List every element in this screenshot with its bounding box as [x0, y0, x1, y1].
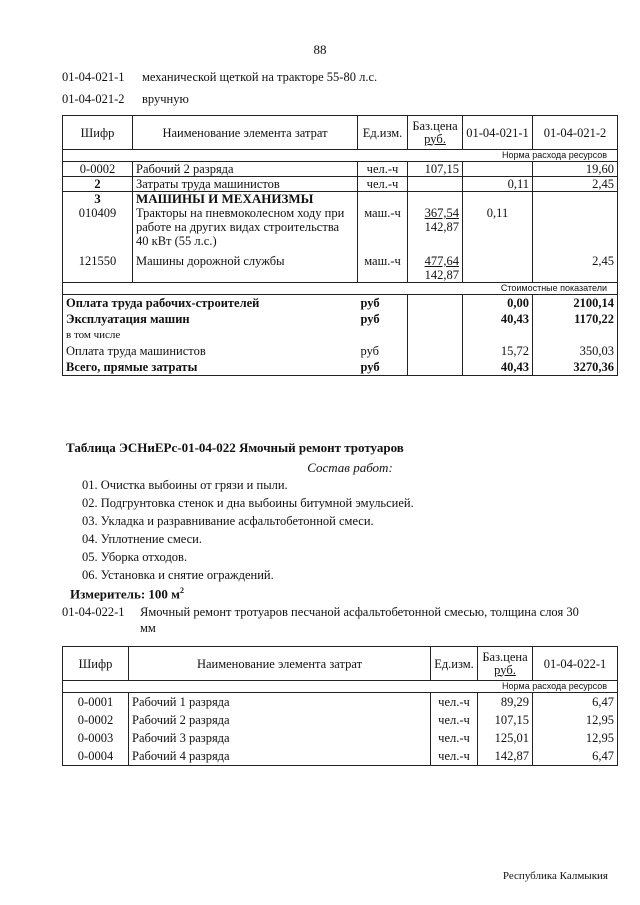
cell-v2: 19,60	[533, 162, 618, 177]
measure-label: Измеритель: 100 м	[70, 586, 181, 602]
intro-text: вручную	[142, 92, 189, 106]
cell-v1: 0,11	[463, 206, 533, 254]
header-unit: Ед.изм.	[431, 647, 478, 681]
intro-text: механической щеткой на тракторе 55-80 л.с.	[142, 70, 378, 84]
cost-name: Оплата труда рабочих-строителей	[63, 295, 358, 312]
cell-unit: маш.-ч	[358, 254, 408, 283]
header-price-line1: Баз.цена	[412, 118, 458, 133]
header-code: Шифр	[63, 647, 129, 681]
cost-v2: 1170,22	[533, 311, 618, 327]
cost-row	[63, 295, 618, 312]
cell-code: 2	[63, 177, 133, 192]
cell-v1: 0,11	[463, 177, 533, 192]
cost-label-row	[63, 283, 618, 295]
norm-label-row	[63, 150, 618, 162]
intro-code: 01-04-021-1	[62, 70, 125, 84]
header-name: Наименование элемента затрат	[133, 116, 358, 150]
norm-label-row	[63, 681, 618, 693]
table-row	[63, 254, 618, 283]
section-row	[63, 192, 618, 207]
cost-v2: 350,03	[533, 343, 618, 359]
cost-v1: 40,43	[463, 311, 533, 327]
cost-v2	[533, 327, 618, 343]
footer-region: Республика Калмыкия	[502, 870, 608, 882]
table-row	[63, 206, 618, 254]
intro-line-1	[62, 70, 377, 85]
cell-code: 010409	[63, 206, 133, 254]
measure-unit	[70, 586, 184, 602]
spec-code: 01-04-022-1	[62, 605, 125, 619]
work-item: 03. Укладка и разравнивание асфальтобетонной смеси.	[82, 514, 374, 528]
cell-price: 107,15	[408, 162, 463, 177]
cost-v1: 40,43	[463, 359, 533, 376]
cell-unit: чел.-ч	[431, 747, 478, 766]
header-col1: 01-04-021-1	[463, 116, 533, 150]
cell-v2: 2,45	[533, 177, 618, 192]
cell-v2: 2,45	[533, 254, 618, 283]
spec-text-cont: мм	[140, 621, 156, 635]
table-row	[63, 177, 618, 192]
cost-label: Стоимостные показатели	[63, 283, 618, 295]
empty-cell	[408, 311, 463, 327]
empty-cell	[408, 192, 463, 207]
resource-table-2	[62, 646, 618, 766]
cost-name: в том числе	[63, 327, 358, 343]
price-main: 367,54	[424, 206, 459, 220]
page-number: 88	[313, 42, 327, 57]
cost-unit	[358, 327, 408, 343]
cell-v2	[533, 206, 618, 254]
cost-name: Эксплуатация машин	[63, 311, 358, 327]
measure-sup: 2	[180, 586, 185, 595]
cell-code: 0-0002	[63, 162, 133, 177]
cell-price	[408, 177, 463, 192]
work-item: 05. Уборка отходов.	[82, 550, 188, 564]
table-row	[63, 162, 618, 177]
cell-v1: 6,47	[533, 693, 618, 712]
cost-row	[63, 327, 618, 343]
empty-cell	[408, 327, 463, 343]
table-row	[63, 693, 618, 712]
header-price-line2: руб.	[424, 131, 446, 146]
cell-price: 125,01	[478, 729, 533, 747]
cost-v1: 0,00	[463, 295, 533, 312]
norm-label: Норма расхода ресурсов	[63, 150, 618, 162]
header-col2: 01-04-021-2	[533, 116, 618, 150]
cost-row	[63, 359, 618, 376]
cell-name: Затраты труда машинистов	[133, 177, 358, 192]
cost-v2: 3270,36	[533, 359, 618, 376]
cell-unit: чел.-ч	[431, 711, 478, 729]
empty-cell	[463, 192, 533, 207]
cell-price: 142,87	[478, 747, 533, 766]
cost-name: Всего, прямые затраты	[63, 359, 358, 376]
cell-code: 0-0003	[63, 729, 129, 747]
cell-unit: чел.-ч	[358, 162, 408, 177]
cost-row	[63, 311, 618, 327]
intro-line-2	[62, 92, 189, 107]
cost-unit: руб	[358, 295, 408, 312]
cell-code: 0-0004	[63, 747, 129, 766]
header-price-line2: руб.	[494, 662, 516, 677]
header-name: Наименование элемента затрат	[129, 647, 431, 681]
section-code: 3	[63, 192, 133, 207]
empty-cell	[408, 343, 463, 359]
work-item: 02. Подгрунтовка стенок и дна выбоины битумной эмульсией.	[82, 496, 414, 510]
cell-v1: 12,95	[533, 729, 618, 747]
norm-label: Норма расхода ресурсов	[63, 681, 618, 693]
empty-cell	[408, 359, 463, 376]
cell-name: Рабочий 4 разряда	[129, 747, 431, 766]
cost-unit: руб	[358, 359, 408, 376]
resource-table-1	[62, 115, 618, 376]
cost-unit: руб	[358, 343, 408, 359]
cell-code: 0-0001	[63, 693, 129, 712]
cell-v1	[463, 254, 533, 283]
table-row	[63, 711, 618, 729]
cost-row	[63, 343, 618, 359]
header-price	[408, 116, 463, 150]
spec-text: Ямочный ремонт тротуаров песчаной асфальтобетонной смесью, толщина слоя 30	[140, 605, 579, 619]
cell-price	[408, 206, 463, 254]
cell-unit: чел.-ч	[358, 177, 408, 192]
table-row	[63, 747, 618, 766]
cell-v1: 6,47	[533, 747, 618, 766]
cell-v1	[463, 162, 533, 177]
cell-name: Машины дорожной службы	[133, 254, 358, 283]
header-price	[478, 647, 533, 681]
section-name: МАШИНЫ И МЕХАНИЗМЫ	[133, 192, 358, 207]
work-item: 04. Уплотнение смеси.	[82, 532, 202, 546]
table-header-row	[63, 647, 618, 681]
work-item: 01. Очистка выбоины от грязи и пыли.	[82, 478, 288, 492]
cell-unit: маш.-ч	[358, 206, 408, 254]
cell-code: 121550	[63, 254, 133, 283]
cost-unit: руб	[358, 311, 408, 327]
spec-line	[62, 604, 582, 636]
cell-name: Рабочий 3 разряда	[129, 729, 431, 747]
cell-unit: чел.-ч	[431, 693, 478, 712]
cell-price: 89,29	[478, 693, 533, 712]
price-secondary: 142,87	[424, 268, 459, 282]
cell-name: Рабочий 2 разряда	[133, 162, 358, 177]
works-heading: Состав работ:	[307, 460, 393, 475]
cell-v1: 12,95	[533, 711, 618, 729]
section-title: Таблица ЭСНиЕРс-01-04-022 Ямочный ремонт тротуаров	[66, 440, 404, 455]
cell-code: 0-0002	[63, 711, 129, 729]
cost-name: Оплата труда машинистов	[63, 343, 358, 359]
header-unit: Ед.изм.	[358, 116, 408, 150]
cell-unit: чел.-ч	[431, 729, 478, 747]
price-main: 477,64	[424, 254, 459, 268]
header-code: Шифр	[63, 116, 133, 150]
cell-name: Рабочий 1 разряда	[129, 693, 431, 712]
price-secondary: 142,87	[424, 220, 459, 234]
intro-code: 01-04-021-2	[62, 92, 125, 106]
cell-name: Рабочий 2 разряда	[129, 711, 431, 729]
header-col1: 01-04-022-1	[533, 647, 618, 681]
cost-v1: 15,72	[463, 343, 533, 359]
empty-cell	[408, 295, 463, 312]
cell-name: Тракторы на пневмоколесном ходу при работе на других видах строительства 40 кВт (55 л.с.)	[133, 206, 358, 254]
empty-cell	[358, 192, 408, 207]
table-header-row	[63, 116, 618, 150]
cell-price	[408, 254, 463, 283]
work-item: 06. Установка и снятие ограждений.	[82, 568, 274, 582]
cost-v2: 2100,14	[533, 295, 618, 312]
cell-price: 107,15	[478, 711, 533, 729]
header-price-line1: Баз.цена	[482, 649, 528, 664]
cost-v1	[463, 327, 533, 343]
empty-cell	[533, 192, 618, 207]
table-row	[63, 729, 618, 747]
